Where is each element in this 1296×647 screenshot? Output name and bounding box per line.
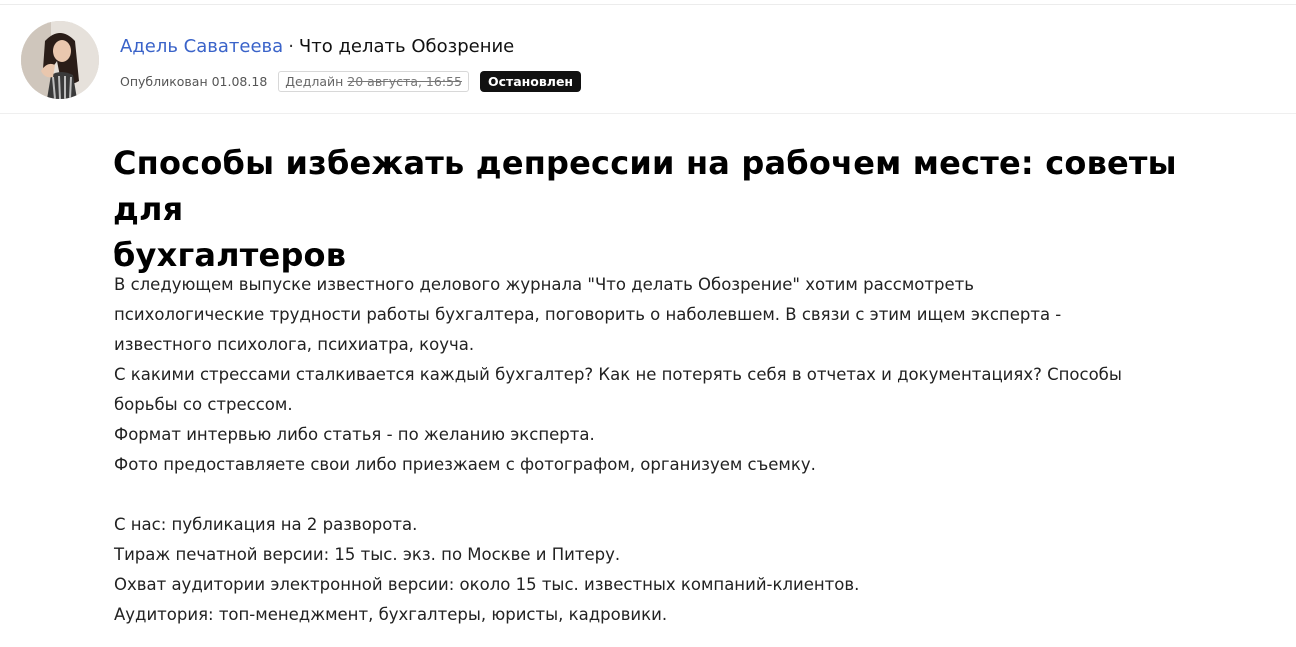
title-line: бухгалтеров <box>113 236 347 274</box>
deadline-date: 20 августа, 16:55 <box>347 74 462 89</box>
article-title <box>113 140 1223 278</box>
title-line: Способы избежать депрессии на рабочем месте: советы для <box>113 144 1177 228</box>
author-name-link[interactable]: Адель Саватеева <box>120 36 284 57</box>
body-line: С какими стрессами сталкивается каждый бухгалтер? Как не потерять себя в отчетах и документациях? Способы <box>114 365 1122 384</box>
paragraph-gap <box>114 480 1214 510</box>
avatar-photo-icon <box>21 21 99 99</box>
article-body <box>114 270 1214 630</box>
avatar[interactable] <box>21 21 99 99</box>
separator-dot: · <box>288 36 294 57</box>
deadline-box <box>278 71 469 92</box>
published-date: Опубликован 01.08.18 <box>120 73 268 89</box>
body-line: Формат интервью либо статья - по желанию эксперта. <box>114 425 595 444</box>
body-line: психологические трудности работы бухгалтера, поговорить о наболевшем. В связи с этим ищем эксперта - <box>114 305 1062 324</box>
request-header <box>0 5 1296 114</box>
body-line: В следующем выпуске известного делового журнала "Что делать Обозрение" хотим рассмотреть <box>114 275 974 294</box>
publication-link[interactable]: Что делать Обозрение <box>298 36 515 57</box>
status-badge: Остановлен <box>480 71 581 92</box>
body-line: известного психолога, психиатра, коуча. <box>114 335 475 354</box>
meta-line <box>120 71 581 92</box>
conditions-line: Охват аудитории электронной версии: около 15 тыс. известных компаний-клиентов. <box>114 575 860 594</box>
conditions-line: Аудитория: топ-менеджмент, бухгалтеры, юристы, кадровики. <box>114 605 668 624</box>
conditions-line: С нас: публикация на 2 разворота. <box>114 515 418 534</box>
body-line: борьбы со стрессом. <box>114 395 293 414</box>
conditions-line: Тираж печатной версии: 15 тыс. экз. по Москве и Питеру. <box>114 545 621 564</box>
deadline-label: Дедлайн <box>285 74 344 89</box>
body-line: Фото предоставляете свои либо приезжаем с фотографом, организуем съемку. <box>114 455 816 474</box>
author-line <box>120 36 514 58</box>
